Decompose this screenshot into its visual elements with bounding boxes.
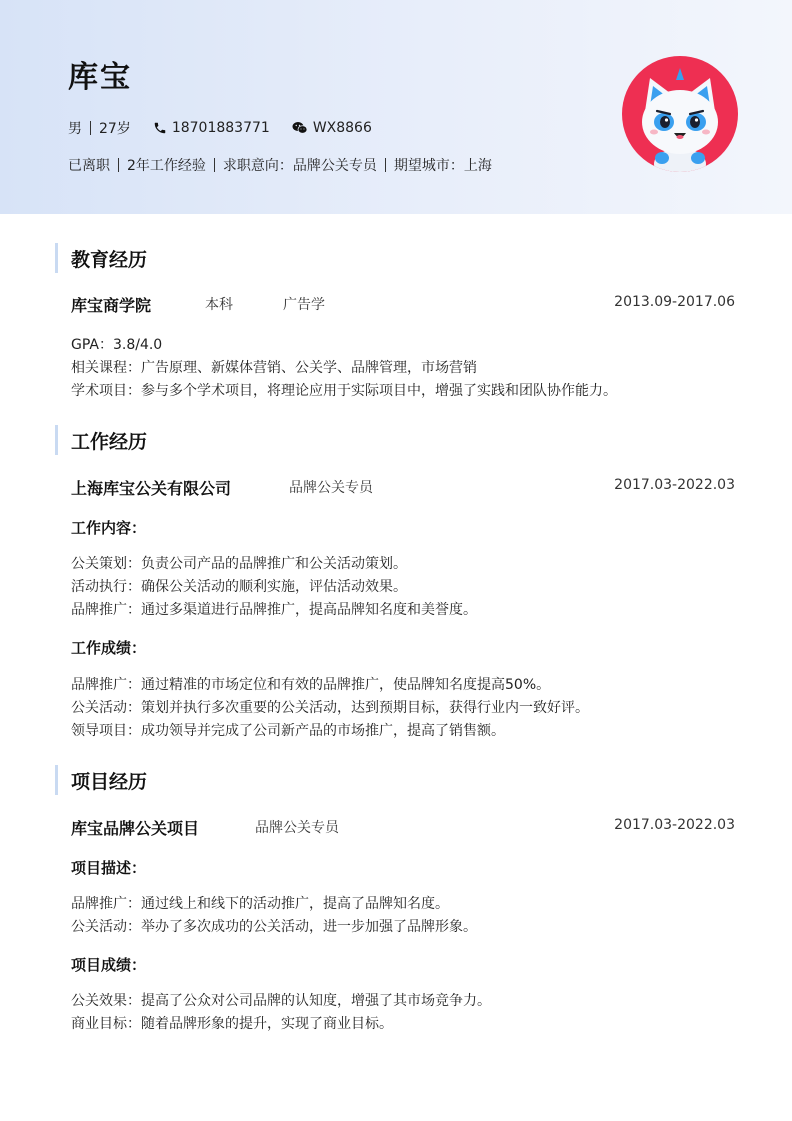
project-result-line: 商业目标：随着品牌形象的提升，实现了商业目标。: [71, 1016, 393, 1032]
age: 27岁: [99, 121, 131, 137]
section-title: 教育经历: [71, 249, 148, 271]
education-line: 相关课程：广告原理、新媒体营销、公关学、品牌管理，市场营销: [71, 360, 477, 376]
phone-icon: [153, 121, 167, 135]
education-line: 学术项目：参与多个学术项目，将理论应用于实际项目中，增强了实践和团队协作能力。: [71, 383, 617, 399]
section-title: 工作经历: [71, 431, 148, 453]
work-section: [55, 425, 735, 745]
divider: [118, 158, 119, 172]
employment-status: 已离职: [68, 158, 110, 174]
job-intention: 求职意向：品牌公关专员: [222, 158, 377, 174]
work-achievement-line: 领导项目：成功领导并完成了公司新产品的市场推广，提高了销售额。: [71, 723, 505, 739]
education-line: GPA：3.8/4.0: [71, 337, 163, 353]
job-info-row: [68, 155, 492, 175]
project-desc-label: 项目描述：: [71, 859, 147, 877]
expected-city: 期望城市：上海: [393, 158, 492, 174]
section-accent-bar: [55, 765, 58, 795]
project-date: 2017.03-2022.03: [614, 817, 735, 833]
project-role: 品牌公关专员: [255, 820, 339, 836]
candidate-name: 库宝: [68, 60, 132, 95]
phone-number: 18701883771: [171, 120, 270, 136]
work-content-line: 品牌推广：通过多渠道进行品牌推广，提高品牌知名度和美誉度。: [71, 602, 477, 618]
project-desc-line: 公关活动：举办了多次成功的公关活动，进一步加强了品牌形象。: [71, 919, 477, 935]
work-content-line: 公关策划：负责公司产品的品牌推广和公关活动策划。: [71, 556, 407, 572]
avatar: [622, 56, 738, 172]
project-section: [55, 765, 735, 1045]
resume-header: [0, 0, 792, 214]
project-results-label: 项目成绩：: [71, 956, 147, 974]
project-result-line: 公关效果：提高了公众对公司品牌的认知度，增强了其市场竞争力。: [71, 993, 491, 1009]
work-achievement-line: 品牌推广：通过精准的市场定位和有效的品牌推广，使品牌知名度提高50%。: [71, 677, 551, 693]
wechat-icon: [292, 121, 308, 135]
section-title: 项目经历: [71, 771, 148, 793]
job-role: 品牌公关专员: [289, 480, 373, 496]
work-experience: 2年工作经验: [127, 158, 206, 174]
education-date: 2013.09-2017.06: [614, 294, 735, 310]
work-content-line: 活动执行：确保公关活动的顺利实施，评估活动效果。: [71, 579, 407, 595]
school-name: 库宝商学院: [71, 296, 152, 315]
project-entry-header: [71, 816, 735, 838]
divider: [385, 158, 386, 172]
work-date: 2017.03-2022.03: [614, 477, 735, 493]
divider: [214, 158, 215, 172]
education-entry-header: [71, 293, 735, 315]
education-section: [55, 243, 735, 403]
section-accent-bar: [55, 243, 58, 273]
degree: 本科: [205, 297, 233, 313]
section-accent-bar: [55, 425, 58, 455]
basic-info-row: [68, 118, 372, 138]
divider: [90, 121, 91, 135]
work-achievement-line: 公关活动：策划并执行多次重要的公关活动，达到预期目标，获得行业内一致好评。: [71, 700, 589, 716]
gender: 男: [68, 121, 82, 137]
company-name: 上海库宝公关有限公司: [71, 479, 232, 498]
project-desc-line: 品牌推广：通过线上和线下的活动推广，提高了品牌知名度。: [71, 896, 449, 912]
wechat-id: WX8866: [312, 120, 372, 136]
major: 广告学: [283, 297, 325, 313]
project-name: 库宝品牌公关项目: [71, 819, 200, 838]
work-achievements-label: 工作成绩：: [71, 639, 147, 657]
work-content-label: 工作内容：: [71, 519, 147, 537]
work-entry-header: [71, 476, 735, 498]
